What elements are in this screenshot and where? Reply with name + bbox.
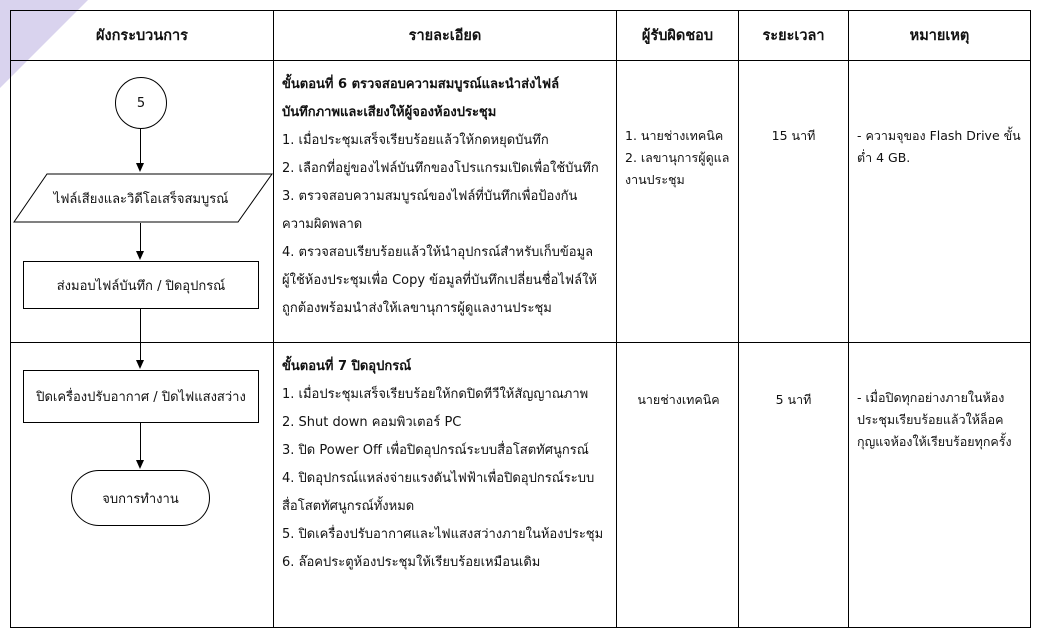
duration-cell-step7: 5 นาที (739, 343, 849, 628)
header-responsible: ผู้รับผิดชอบ (617, 11, 739, 61)
detail-line: 2. เลือกที่อยู่ของไฟล์บันทึกของโปรแกรมเปิดเพื่อใช้บันทึก (282, 161, 599, 176)
table-row (11, 343, 1031, 628)
header-detail: รายละเอียด (274, 11, 617, 61)
responsible-cell-step7: นายช่างเทคนิค (617, 343, 739, 628)
flow-cell-step6 (11, 61, 274, 343)
detail-line: 1. เมื่อประชุมเสร็จเรียบร้อยให้กดปิดทีวีให้สัญญาณภาพ (282, 387, 589, 402)
arrow-down-icon (136, 460, 144, 469)
note-line: - เมื่อปิดทุกอย่างภายในห้อง (857, 390, 1005, 405)
process-box-shutdown (23, 370, 259, 423)
detail-line: 6. ล๊อคประตูห้องประชุมให้เรียบร้อยเหมือนเดิม (282, 555, 541, 570)
flow-line (140, 223, 141, 253)
detail-cell-step7 (274, 343, 617, 628)
header-duration: ระยะเวลา (739, 11, 849, 61)
detail-line: 4. ปิดอุปกรณ์แหล่งจ่ายแรงดันไฟฟ้าเพื่อปิดอุปกรณ์ระบบ (282, 471, 595, 486)
flow-line (140, 422, 141, 462)
note-line: ต่ำ 4 GB. (857, 150, 911, 165)
arrow-down-icon (136, 251, 144, 260)
process-box-label: ปิดเครื่องปรับอากาศ / ปิดไฟแสงสว่าง (36, 390, 246, 405)
flow-line (140, 308, 141, 344)
connector-circle (115, 77, 167, 129)
flow-line (140, 128, 141, 165)
detail-line: ถูกต้องพร้อมนำส่งให้เลขานุการผู้ดูแลงานประชุม (282, 301, 552, 316)
note-cell-step7 (849, 343, 1031, 628)
connector-label: 5 (136, 95, 146, 111)
table-row (11, 61, 1031, 343)
duration-cell-step6: 15 นาที (739, 61, 849, 343)
note-cell-step6 (849, 61, 1031, 343)
detail-line: 1. เมื่อประชุมเสร็จเรียบร้อยแล้วให้กดหยุดบันทึก (282, 133, 549, 148)
note-line: กุญแจห้องให้เรียบร้อยทุกครั้ง (857, 434, 1012, 449)
step7-title: ขั้นตอนที่ 7 ปิดอุปกรณ์ (282, 359, 412, 374)
responsible-cell-step6 (617, 61, 739, 343)
header-flow: ผังกระบวนการ (11, 11, 274, 61)
procedure-table (10, 10, 1031, 628)
step6-title: ขั้นตอนที่ 6 ตรวจสอบความสมบูรณ์และนำส่งไฟล์ (282, 77, 560, 92)
note-line: ประชุมเรียบร้อยแล้วให้ล็อค (857, 412, 1004, 427)
detail-line: 4. ตรวจสอบเรียบร้อยแล้วให้นำอุปกรณ์สำหรับเก็บข้อมูล (282, 245, 594, 260)
detail-line: ความผิดพลาด (282, 217, 363, 232)
responsible-line: 1. นายช่างเทคนิค (625, 128, 724, 143)
terminator-label: จบการทำงาน (102, 491, 179, 507)
detail-line: สื่อโสตทัศนูกรณ์ทั้งหมด (282, 499, 415, 514)
flow-line (140, 343, 141, 361)
header-note: หมายเหตุ (849, 11, 1031, 61)
flow-cell-step7 (11, 343, 274, 628)
arrow-down-icon (136, 163, 144, 172)
note-line: - ความจุของ Flash Drive ขั้น (857, 128, 1021, 143)
responsible-line: 2. เลขานุการผู้ดูแล (625, 150, 730, 165)
detail-line: 5. ปิดเครื่องปรับอากาศและไฟแสงสว่างภายในห้องประชุม (282, 527, 604, 542)
process-box-handover (23, 261, 259, 309)
detail-line: 2. Shut down คอมพิวเตอร์ PC (282, 415, 462, 430)
arrow-down-icon (136, 360, 144, 369)
detail-line: 3. ปิด Power Off เพื่อปิดอุปกรณ์ระบบสื่อโสตทัศนูกรณ์ (282, 443, 589, 458)
data-shape-label: ไฟล์เสียงและวิดีโอเสร็จสมบูรณ์ (53, 191, 229, 207)
header-row (11, 11, 1031, 61)
detail-line: 3. ตรวจสอบความสมบูรณ์ของไฟล์ที่บันทึกเพื่อป้องกัน (282, 189, 578, 204)
responsible-line: งานประชุม (625, 172, 685, 187)
step6-title-cont: บันทึกภาพและเสียงให้ผู้จองห้องประชุม (282, 105, 497, 120)
process-box-label: ส่งมอบไฟล์บันทึก / ปิดอุปกรณ์ (56, 278, 226, 294)
detail-cell-step6 (274, 61, 617, 343)
detail-line: ผู้ใช้ห้องประชุมเพื่อ Copy ข้อมูลที่บันทึกเปลี่ยนชื่อไฟล์ให้ (282, 273, 597, 288)
terminator-end (71, 470, 210, 526)
